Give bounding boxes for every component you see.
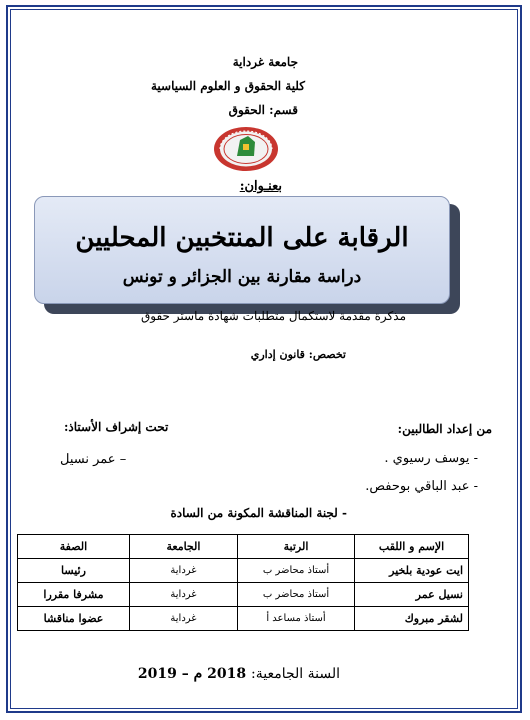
memo-description: مذكرة مقدمة لاستكمال متطلبات شهادة ماستر حقوق — [140, 309, 406, 323]
academic-year-value: 2018 م – 2019 — [137, 666, 247, 682]
member-university: غرداية — [129, 583, 237, 607]
committee-table — [17, 534, 469, 631]
column-header: الصفة — [18, 535, 130, 559]
member-role: مشرفا مقررا — [18, 583, 130, 607]
supervisor-label: تحت إشراف الأستاذ: — [64, 420, 169, 434]
member-university: غرداية — [129, 559, 237, 583]
member-university: غرداية — [129, 607, 237, 631]
title-label: بعنـوان: — [239, 179, 282, 194]
column-header: الرتبة — [237, 535, 354, 559]
member-role: عضوا مناقشا — [18, 607, 130, 631]
thesis-title: الرقابة على المنتخبين المحليين — [75, 223, 409, 253]
faculty-name: كلية الحقوق و العلوم السياسية — [150, 79, 305, 93]
thesis-subtitle: دراسة مقارنة بين الجزائر و تونس — [122, 267, 362, 287]
academic-year — [137, 666, 340, 682]
column-header: الجامعة — [129, 535, 237, 559]
student-name: - عبد الباقي بوحفص. — [365, 479, 478, 494]
table-header-row — [18, 535, 469, 559]
university-seal-logo — [210, 122, 282, 172]
member-rank: أستاذ مساعد أ — [237, 607, 354, 631]
member-rank: أستاذ محاضر ب — [237, 583, 354, 607]
academic-year-label: السنة الجامعية: — [251, 666, 340, 682]
students-label: من إعداد الطالبين: — [397, 422, 492, 436]
committee-title: - لجنة المناقشة المكونة من السادة — [170, 506, 347, 520]
table-row — [18, 583, 469, 607]
supervisor-name: – عمر نسيل — [60, 452, 127, 467]
table-row — [18, 607, 469, 631]
university-name: جامعة غرداية — [232, 55, 298, 69]
specialization: تخصص: قانون إداري — [250, 348, 346, 361]
member-name: ايت عودية بلخير — [355, 559, 469, 583]
member-name: نسيل عمر — [355, 583, 469, 607]
member-name: لشقر مبروك — [355, 607, 469, 631]
member-rank: أستاذ محاضر ب — [237, 559, 354, 583]
table-row — [18, 559, 469, 583]
member-role: رئيسا — [18, 559, 130, 583]
student-name: - يوسف رسيوي . — [384, 451, 478, 466]
title-box — [34, 196, 450, 304]
column-header: الإسم و اللقب — [355, 535, 469, 559]
department-name: قسم: الحقوق — [228, 103, 298, 117]
